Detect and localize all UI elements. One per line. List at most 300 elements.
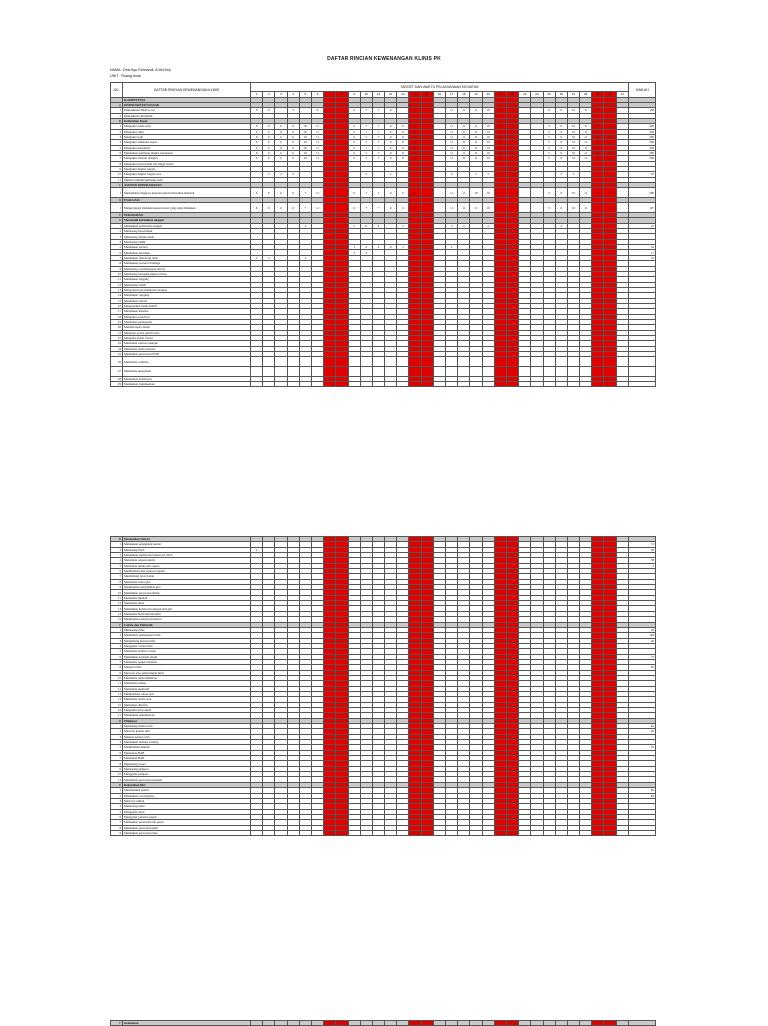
day-cell: 7	[360, 124, 372, 129]
day-cell	[567, 382, 579, 387]
day-cell	[433, 357, 445, 367]
row-description: Menilai tumbuh kembang anak	[123, 177, 251, 182]
day-cell	[555, 1021, 567, 1026]
day-cell: 6	[263, 124, 275, 129]
row-description: Mengukur kesadaran	[123, 145, 251, 150]
day-cell: 9	[397, 124, 409, 129]
day-cell	[360, 357, 372, 367]
day-cell: 11	[470, 134, 482, 139]
day-cell	[299, 382, 311, 387]
day-cell	[567, 357, 579, 367]
row-number: B	[111, 537, 123, 542]
day-cell: 6	[555, 145, 567, 150]
day-cell: 9	[385, 156, 397, 161]
row-number: E	[111, 213, 123, 218]
row-description: Memasang simple mask	[123, 234, 251, 239]
day-cell	[275, 367, 287, 377]
day-cell	[348, 357, 360, 367]
day-cell: 6	[604, 145, 616, 150]
row-description: Memantau edema	[123, 681, 251, 686]
day-cell	[311, 357, 323, 367]
row-number: 25	[111, 352, 123, 357]
row-description: Mengatur posisi semi fowler	[123, 330, 251, 335]
row-total: 85	[628, 788, 655, 793]
day-cell: 11	[592, 156, 604, 161]
day-cell: 3	[397, 245, 409, 250]
row-description: Memasang nasal kanul	[123, 229, 251, 234]
day-cell	[470, 830, 482, 835]
day-cell	[446, 382, 458, 387]
day-cell: 11	[458, 108, 470, 113]
row-number: 22	[111, 335, 123, 340]
row-total	[628, 367, 655, 377]
day-cell: 11	[470, 156, 482, 161]
day-cell	[494, 367, 506, 377]
day-cell: 9	[385, 140, 397, 145]
day-cell	[580, 367, 592, 377]
day-header-cell: 16	[433, 92, 445, 98]
day-cell: 11	[311, 124, 323, 129]
row-description: Mengganti linen	[123, 809, 251, 814]
row-description: Memantau saturasi oksigen	[123, 341, 251, 346]
day-cell	[433, 1021, 445, 1026]
row-description: Keamanan	[123, 1021, 251, 1026]
row-total: 200	[628, 124, 655, 129]
day-cell	[275, 830, 287, 835]
day-cell: 11	[470, 129, 482, 134]
row-description: Mengukur nadi	[123, 134, 251, 139]
day-cell: 6	[604, 203, 616, 213]
row-description: Eliminasi	[123, 718, 251, 723]
day-cell	[299, 367, 311, 377]
day-cell	[519, 203, 531, 213]
day-cell: 6	[506, 203, 518, 213]
row-description: Memantau reaksi transfusi	[123, 659, 251, 664]
row-description: Memantau BAK	[123, 756, 251, 761]
day-cell: 6	[251, 134, 263, 139]
day-cell	[372, 830, 384, 835]
day-cell: 11	[470, 124, 482, 129]
row-description: Melakukan perawatan perineal	[123, 777, 251, 782]
day-cell	[251, 367, 263, 377]
day-header-cell: 14	[409, 92, 421, 98]
day-cell	[592, 382, 604, 387]
day-cell: 6	[555, 140, 567, 145]
day-cell: 11	[311, 145, 323, 150]
day-cell: 11	[311, 203, 323, 213]
day-cell: 6	[251, 145, 263, 150]
day-cell: 2	[263, 255, 275, 260]
day-cell: 2	[494, 172, 506, 177]
row-number: 20	[111, 325, 123, 330]
row-description: Memantau oksigenasi	[123, 367, 251, 377]
row-description: Melakukan pemberian oksigen	[123, 223, 251, 228]
day-cell	[421, 188, 433, 198]
row-number: 7	[111, 255, 123, 260]
day-cell: 2	[251, 255, 263, 260]
day-cell: 11	[592, 129, 604, 134]
day-cell: 6	[604, 150, 616, 155]
day-cell: 6	[263, 203, 275, 213]
row-total	[628, 1021, 655, 1026]
day-cell	[421, 367, 433, 377]
day-cell: 2	[251, 547, 263, 552]
day-cell: 8	[409, 124, 421, 129]
day-header-cell: 18	[458, 92, 470, 98]
day-header-cell: 28	[580, 92, 592, 98]
row-number: 17	[111, 309, 123, 314]
day-cell: 6	[287, 156, 299, 161]
unit-line: UNIT : Ruang Anak	[110, 74, 141, 78]
row-number: 2	[111, 793, 123, 798]
day-cell: 11	[592, 203, 604, 213]
day-cell: 9	[470, 203, 482, 213]
day-header-cell: 23	[519, 92, 531, 98]
row-number: 12	[111, 282, 123, 287]
row-number: C	[111, 622, 123, 627]
day-cell	[616, 188, 628, 198]
day-cell: 11	[592, 140, 604, 145]
day-cell	[299, 1021, 311, 1026]
day-cell: 2	[446, 172, 458, 177]
day-cell	[470, 367, 482, 377]
row-description: Memasang kateter urin	[123, 724, 251, 729]
row-number: 1	[111, 203, 123, 213]
row-description: Melakukan suction	[123, 245, 251, 250]
day-cell	[604, 830, 616, 835]
row-number: 15	[111, 702, 123, 707]
row-total: 38	[628, 558, 655, 563]
day-cell	[506, 382, 518, 387]
row-description: Memantau status gizi	[123, 579, 251, 584]
day-cell: 11	[311, 150, 323, 155]
day-cell: 6	[506, 124, 518, 129]
day-cell	[385, 830, 397, 835]
row-description: Melakukan perawatan luka	[123, 830, 251, 835]
row-description: Melatih napas dalam	[123, 325, 251, 330]
day-cell: 10	[567, 134, 579, 139]
row-description: ASUHAN KEPERAWATAN	[123, 183, 251, 188]
day-cell: 5	[543, 129, 555, 134]
row-total: 51	[628, 542, 655, 547]
row-number: 7	[111, 659, 123, 664]
row-number: 19	[111, 319, 123, 324]
day-cell: 10	[567, 108, 579, 113]
day-cell	[421, 203, 433, 213]
day-cell: 11	[446, 129, 458, 134]
day-cell	[446, 830, 458, 835]
row-description: Memenuhi kebutuhan oksigen	[123, 218, 251, 223]
row-number: 10	[111, 172, 123, 177]
row-description: Mengajarkan batuk efektif	[123, 303, 251, 308]
row-number: 6	[111, 569, 123, 574]
day-cell: 11	[446, 140, 458, 145]
row-total: 200	[628, 129, 655, 134]
day-cell: 10	[567, 188, 579, 198]
day-cell	[604, 1021, 616, 1026]
row-number: 11	[111, 595, 123, 600]
row-total: 95	[628, 665, 655, 670]
day-cell: 6	[555, 124, 567, 129]
day-cell: 6	[604, 156, 616, 161]
day-cell	[263, 830, 275, 835]
day-cell: 10	[567, 156, 579, 161]
row-total: 20	[628, 729, 655, 734]
row-number: 13	[111, 287, 123, 292]
row-description: Mengevaluasi tindakan keperawatan yang telah dilakukan	[123, 203, 251, 213]
row-number: 3	[111, 234, 123, 239]
row-description: Pemeriksaan Head to toe	[123, 108, 251, 113]
row-number: 1	[111, 188, 123, 198]
day-cell	[580, 1021, 592, 1026]
row-total: 28	[628, 627, 655, 632]
day-cell	[324, 367, 336, 377]
day-cell	[458, 357, 470, 367]
day-cell	[385, 357, 397, 367]
day-cell	[397, 830, 409, 835]
row-number: 7	[111, 574, 123, 579]
day-cell	[531, 830, 543, 835]
day-cell	[458, 382, 470, 387]
day-cell	[458, 1021, 470, 1026]
row-description: Melepas kateter urin	[123, 734, 251, 739]
header-total: JUMLAH	[628, 83, 655, 98]
day-cell	[336, 382, 348, 387]
day-cell: 3	[446, 223, 458, 228]
row-description: Memantau diare	[123, 601, 251, 606]
row-number: 14	[111, 611, 123, 616]
day-cell	[531, 357, 543, 367]
day-cell	[263, 1021, 275, 1026]
row-total: 17	[628, 250, 655, 255]
day-cell: 6	[348, 156, 360, 161]
row-number: 1	[111, 627, 123, 632]
day-cell: 7	[372, 156, 384, 161]
day-cell: 9	[385, 124, 397, 129]
row-number: 2	[111, 729, 123, 734]
row-number: 4	[111, 558, 123, 563]
row-number: 16	[111, 708, 123, 713]
day-cell: 9	[397, 203, 409, 213]
row-total: 197	[628, 203, 655, 213]
day-cell	[348, 830, 360, 835]
day-cell	[433, 188, 445, 198]
day-cell	[360, 367, 372, 377]
day-cell: 7	[372, 203, 384, 213]
day-cell: 8	[409, 188, 421, 198]
row-description: Memasang oropharyngeal airway	[123, 266, 251, 271]
day-cell	[336, 1021, 348, 1026]
day-cell	[421, 357, 433, 367]
day-cell: 2	[287, 172, 299, 177]
day-cell	[519, 830, 531, 835]
day-cell: 9	[494, 145, 506, 150]
day-cell: 6	[263, 129, 275, 134]
day-cell	[287, 382, 299, 387]
row-description: Memasang NGT	[123, 547, 251, 552]
day-cell	[555, 357, 567, 367]
day-cell: 11	[458, 203, 470, 213]
day-cell: 6	[287, 134, 299, 139]
row-total: 200	[628, 145, 655, 150]
day-cell: 7	[360, 140, 372, 145]
day-cell: 6	[287, 150, 299, 155]
day-cell	[433, 203, 445, 213]
day-cell	[409, 830, 421, 835]
row-number: 7	[111, 756, 123, 761]
row-number: B	[111, 118, 123, 123]
row-total	[628, 830, 655, 835]
day-cell: 10	[567, 150, 579, 155]
row-description: Memantau diuresis	[123, 702, 251, 707]
day-cell: 11	[446, 156, 458, 161]
row-number: 9	[111, 585, 123, 590]
day-header-cell: 24	[531, 92, 543, 98]
day-cell	[324, 830, 336, 835]
day-cell	[567, 367, 579, 377]
day-cell: 11	[446, 145, 458, 150]
day-cell: 6	[251, 140, 263, 145]
day-cell: 11	[592, 124, 604, 129]
day-cell: 6	[506, 150, 518, 155]
row-total: 5	[628, 563, 655, 568]
day-cell	[324, 203, 336, 213]
row-number: 5	[111, 245, 123, 250]
day-cell: 6	[275, 150, 287, 155]
row-description: Melakukan transfusi darah	[123, 654, 251, 659]
day-cell	[616, 1021, 628, 1026]
day-cell	[324, 357, 336, 367]
row-description: Kebutuhan Dasar	[123, 118, 251, 123]
day-cell: 7	[372, 124, 384, 129]
day-cell	[336, 830, 348, 835]
day-cell: 11	[458, 134, 470, 139]
day-cell	[531, 1021, 543, 1026]
day-cell: 11	[592, 150, 604, 155]
day-cell	[287, 357, 299, 367]
row-number: 3	[111, 734, 123, 739]
day-cell	[348, 1021, 360, 1026]
day-cell: 8	[409, 156, 421, 161]
row-description: Memantau muntah	[123, 595, 251, 600]
day-cell: 10	[482, 188, 494, 198]
day-cell	[372, 357, 384, 367]
day-cell: 6	[372, 245, 384, 250]
day-cell: 10	[299, 140, 311, 145]
day-cell	[421, 1021, 433, 1026]
row-description: Memantau tanda syok	[123, 697, 251, 702]
row-description: PERAWATAN	[123, 213, 251, 218]
row-description: Memasang pispot	[123, 761, 251, 766]
day-cell	[385, 367, 397, 377]
row-description: Melakukan perawatan mulut	[123, 590, 251, 595]
day-cell: 7	[360, 188, 372, 198]
row-description: Mengobservasi pemberian oksigen	[123, 287, 251, 292]
day-cell	[299, 357, 311, 367]
header-target: TARGET DAN WAKTU PELAKSANAAN KEGIATAN	[251, 83, 629, 92]
day-cell: 6	[287, 203, 299, 213]
day-cell: 2	[385, 172, 397, 177]
day-cell	[251, 1021, 263, 1026]
day-cell: 10	[470, 188, 482, 198]
row-total: 50	[628, 547, 655, 552]
row-description: Memasang CPAP	[123, 282, 251, 287]
day-cell: 6	[251, 150, 263, 155]
day-cell	[531, 367, 543, 377]
day-cell: 10	[299, 145, 311, 150]
day-cell: 10	[299, 156, 311, 161]
day-cell: 11	[592, 145, 604, 150]
row-number: 7	[111, 156, 123, 161]
day-cell	[336, 203, 348, 213]
row-number: 27	[111, 367, 123, 377]
row-number: 9	[111, 166, 123, 171]
day-cell: 5	[543, 145, 555, 150]
header-no: NO.	[111, 83, 123, 98]
day-cell	[372, 382, 384, 387]
day-cell	[458, 830, 470, 835]
row-number: 3	[111, 798, 123, 803]
row-number: 2	[111, 633, 123, 638]
row-number: 6	[111, 814, 123, 819]
day-cell	[506, 1021, 518, 1026]
row-number: 9	[111, 830, 123, 835]
row-number: 11	[111, 277, 123, 282]
day-cell: 9	[397, 150, 409, 155]
day-cell: 11	[470, 140, 482, 145]
day-cell: 6	[251, 203, 263, 213]
row-description: Melakukan dokumentasi	[123, 382, 251, 387]
row-number: 1	[111, 542, 123, 547]
day-cell	[482, 382, 494, 387]
day-cell	[348, 382, 360, 387]
row-description: Memantau tanda sianosis	[123, 346, 251, 351]
row-number: 12	[111, 601, 123, 606]
day-cell	[506, 830, 518, 835]
day-cell: 11	[446, 188, 458, 198]
day-cell: 5	[543, 134, 555, 139]
day-cell	[592, 367, 604, 377]
row-number: 13	[111, 691, 123, 696]
day-cell: 9	[385, 108, 397, 113]
day-cell	[433, 830, 445, 835]
day-cell: 10	[567, 145, 579, 150]
day-cell	[616, 830, 628, 835]
day-cell	[616, 382, 628, 387]
day-header-cell: 7	[324, 92, 336, 98]
day-cell	[348, 367, 360, 377]
row-number: E	[111, 782, 123, 787]
day-cell: 9	[409, 108, 421, 113]
day-cell	[421, 830, 433, 835]
day-cell: 11	[592, 188, 604, 198]
day-cell: 6	[506, 145, 518, 150]
day-cell: 11	[580, 124, 592, 129]
day-cell	[409, 1021, 421, 1026]
row-number: C	[111, 183, 123, 188]
day-cell: 9	[385, 203, 397, 213]
day-cell: 6	[287, 140, 299, 145]
day-cell: 11	[458, 188, 470, 198]
row-total: 45	[628, 172, 655, 177]
day-cell: 6	[555, 108, 567, 113]
day-cell: 6	[348, 124, 360, 129]
row-number: 16	[111, 303, 123, 308]
day-cell: 7	[360, 134, 372, 139]
day-cell: 4	[360, 245, 372, 250]
day-cell	[494, 382, 506, 387]
day-header-cell: 8	[336, 92, 348, 98]
